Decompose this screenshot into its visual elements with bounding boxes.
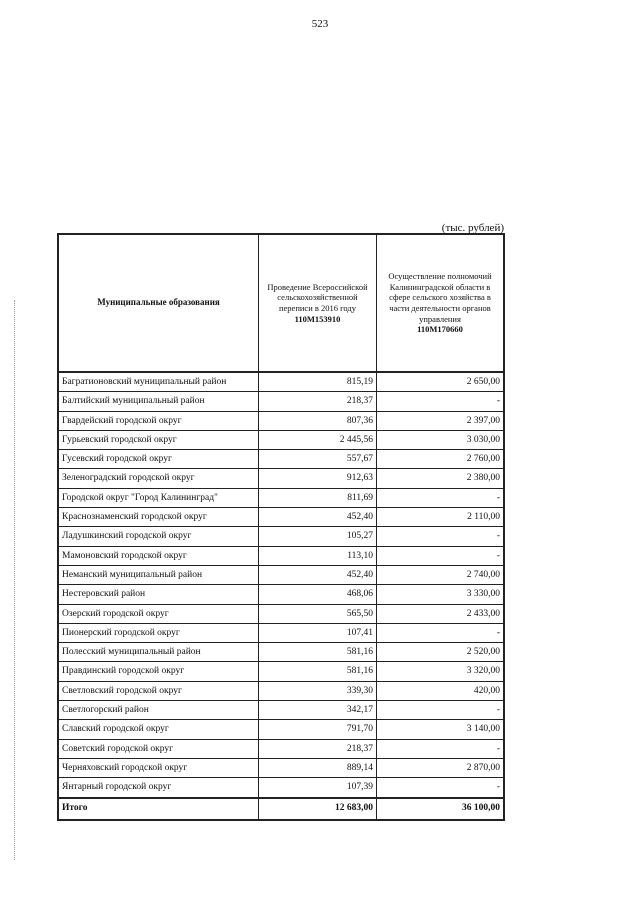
census-value: 452,40 (259, 508, 377, 526)
municipality-cell: Краснознаменский городской округ (59, 508, 259, 526)
header-agriculture-code: 110М170660 (417, 324, 463, 335)
table-row (59, 547, 503, 566)
agriculture-value: 420,00 (473, 685, 500, 696)
municipality-cell: Пионерский городской округ (59, 624, 259, 642)
agriculture-value: - (496, 782, 500, 793)
total-census: 12 683,00 (259, 799, 377, 819)
agriculture-value: 2 740,00 (466, 569, 500, 580)
agriculture-value: 2 110,00 (467, 512, 500, 523)
table-row (59, 605, 503, 624)
municipality-cell: Багратионовский муниципальный район (59, 373, 259, 391)
municipality-cell: Неманский муниципальный район (59, 566, 259, 584)
municipality-cell: Советский городской округ (59, 740, 259, 758)
agriculture-value: 2 870,00 (466, 762, 500, 773)
census-value: 565,50 (259, 605, 377, 623)
municipality-cell: Городской округ "Город Калининград" (59, 489, 259, 507)
agriculture-value: 3 330,00 (466, 589, 500, 600)
municipality-cell: Озерский городской округ (59, 605, 259, 623)
agriculture-value: 2 650,00 (466, 377, 500, 387)
units-note: (тыс. рублей) (441, 222, 504, 234)
census-value: 342,17 (259, 701, 377, 719)
table-row (59, 450, 503, 469)
agriculture-value: - (496, 396, 500, 407)
table-row (59, 682, 503, 701)
table-row (59, 643, 503, 662)
agriculture-value: - (496, 550, 500, 561)
header-census-text: Проведение Всероссийской сельскохозяйственной переписи в 2016 году (267, 281, 368, 313)
municipality-cell: Гусевский городской округ (59, 450, 259, 468)
census-value: 107,41 (259, 624, 377, 642)
table-row (59, 720, 503, 739)
municipality-cell: Зеленоградский городской округ (59, 469, 259, 487)
table-body (59, 373, 503, 798)
municipality-cell: Светлогорский район (59, 701, 259, 719)
table-row (59, 373, 503, 392)
municipality-cell: Полесский муниципальный район (59, 643, 259, 661)
table-row (59, 740, 503, 759)
municipality-cell: Ладушкинский городской округ (59, 527, 259, 545)
census-value: 113,10 (259, 547, 377, 565)
header-agriculture (377, 235, 503, 371)
table-row (59, 778, 503, 797)
table-row (59, 701, 503, 720)
census-value: 581,16 (259, 662, 377, 680)
table-row (59, 662, 503, 681)
municipality-cell: Светловский городской округ (59, 682, 259, 700)
table-row (59, 585, 503, 604)
table-row (59, 469, 503, 488)
census-value: 2 445,56 (259, 431, 377, 449)
table-header (59, 235, 503, 373)
municipality-cell: Мамоновский городской округ (59, 547, 259, 565)
agriculture-value: 3 320,00 (466, 666, 500, 677)
table-row (59, 508, 503, 527)
total-agriculture: 36 100,00 (462, 802, 500, 813)
census-value: 218,37 (259, 740, 377, 758)
census-value: 811,69 (259, 489, 377, 507)
table-row (59, 759, 503, 778)
table-row (59, 489, 503, 508)
agriculture-value: 2 380,00 (466, 473, 500, 484)
census-value: 107,39 (259, 778, 377, 796)
census-value: 557,67 (259, 450, 377, 468)
agriculture-value: - (496, 705, 500, 716)
agriculture-value: - (496, 627, 500, 638)
total-label: Итого (59, 799, 259, 819)
census-value: 791,70 (259, 720, 377, 738)
agriculture-value: 3 140,00 (466, 724, 500, 735)
census-value: 218,37 (259, 392, 377, 410)
municipality-cell: Славский городской округ (59, 720, 259, 738)
agriculture-value: - (496, 492, 500, 503)
table-row (59, 566, 503, 585)
census-value: 581,16 (259, 643, 377, 661)
municipality-cell: Гвардейский городской округ (59, 412, 259, 430)
municipality-cell: Гурьевский городской округ (59, 431, 259, 449)
census-value: 807,36 (259, 412, 377, 430)
table-row (59, 392, 503, 411)
agriculture-value: 2 433,00 (466, 608, 500, 619)
municipality-cell: Черняховский городской округ (59, 759, 259, 777)
agriculture-value: 2 397,00 (466, 415, 500, 426)
budget-table (57, 233, 505, 821)
census-value: 339,30 (259, 682, 377, 700)
census-value: 815,19 (259, 373, 377, 391)
municipality-cell: Балтийский муниципальный район (59, 392, 259, 410)
page-number: 523 (311, 18, 329, 30)
table-row (59, 527, 503, 546)
total-row (59, 798, 503, 819)
census-value: 452,40 (259, 566, 377, 584)
header-census (259, 235, 377, 371)
municipality-cell: Правдинский городской округ (59, 662, 259, 680)
header-census-code: 110М153910 (294, 313, 341, 324)
table-row (59, 431, 503, 450)
agriculture-value: - (496, 743, 500, 754)
census-value: 468,06 (259, 585, 377, 603)
scan-margin-mark (14, 300, 16, 860)
municipality-cell: Нестеровский район (59, 585, 259, 603)
header-agriculture-text: Осуществление полномочий Калининградской области в сфере сельского хозяйства в части деятельности органов управления (388, 271, 492, 324)
agriculture-value: 2 520,00 (466, 647, 500, 658)
header-municipalities: Муниципальные образования (59, 235, 259, 371)
census-value: 889,14 (259, 759, 377, 777)
agriculture-value: 2 760,00 (466, 454, 500, 465)
census-value: 105,27 (259, 527, 377, 545)
table-row (59, 624, 503, 643)
agriculture-value: 3 030,00 (466, 434, 500, 445)
table-row (59, 412, 503, 431)
municipality-cell: Янтарный городской округ (59, 778, 259, 796)
agriculture-value: - (496, 531, 500, 542)
census-value: 912,63 (259, 469, 377, 487)
